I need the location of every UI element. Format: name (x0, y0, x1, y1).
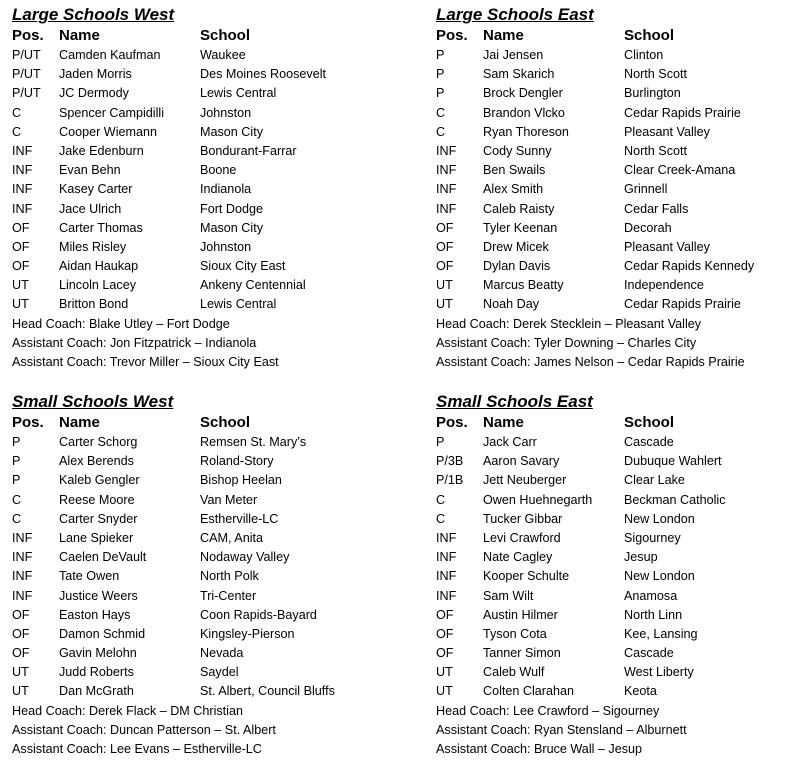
player-position: INF (436, 550, 457, 565)
player-position: OF (436, 626, 454, 641)
player-school: Jesup (624, 550, 658, 565)
player-name: Carter Schorg (59, 435, 138, 449)
player-school: Van Meter (200, 492, 258, 507)
table-row (436, 276, 800, 295)
player-name: Sam Wilt (483, 588, 534, 603)
table-row (12, 452, 392, 471)
player-name: Easton Hays (59, 607, 131, 622)
player-name: Jack Carr (483, 435, 537, 449)
player-position: P (436, 67, 445, 82)
player-position: OF (436, 607, 454, 622)
table-row (436, 180, 800, 199)
table-row (436, 491, 800, 510)
column-headers (436, 413, 800, 433)
player-position: P (436, 48, 445, 62)
coach-line: Assistant Coach: James Nelson – Cedar Rapids Prairie (436, 355, 745, 369)
table-row (12, 46, 392, 65)
player-school: Des Moines Roosevelt (200, 67, 326, 82)
player-school: Mason City (200, 220, 263, 235)
player-name: Kaleb Gengler (59, 473, 140, 488)
coach-line: Head Coach: Derek Stecklein – Pleasant Valley (436, 316, 702, 331)
table-row (12, 180, 392, 199)
header-pos: Pos. (436, 414, 468, 431)
player-name: Damon Schmid (59, 626, 146, 641)
player-position: INF (436, 588, 457, 603)
player-position: C (12, 124, 22, 139)
coach-line: Assistant Coach: Duncan Patterson – St. Albert (12, 722, 276, 737)
player-school: Roland-Story (200, 454, 274, 469)
player-school: Cedar Rapids Kennedy (624, 259, 755, 274)
player-name: Tate Owen (59, 569, 120, 584)
coach-line: Assistant Coach: Tyler Downing – Charles City (436, 335, 697, 350)
table-row (12, 257, 392, 276)
table-row (436, 682, 800, 701)
player-name: Jaden Morris (59, 67, 132, 82)
table-row (436, 510, 800, 529)
player-school: North Linn (624, 607, 683, 622)
player-school: Saydel (200, 665, 239, 680)
section-small-schools-east (436, 391, 800, 759)
player-position: C (12, 105, 22, 120)
section-small-schools-west (12, 391, 392, 759)
player-position: INF (12, 182, 33, 197)
player-school: Mason City (200, 124, 263, 139)
coach-line: Assistant Coach: Bruce Wall – Jesup (436, 742, 643, 756)
table-row (436, 567, 800, 586)
table-row (12, 276, 392, 295)
section-large-schools-east (436, 4, 800, 372)
column-headers (12, 26, 392, 46)
table-row (436, 65, 800, 84)
player-school: Independence (624, 278, 704, 293)
column-headers (12, 413, 392, 433)
player-school: Cedar Rapids Prairie (624, 105, 741, 120)
player-name: Britton Bond (59, 297, 129, 312)
player-position: C (436, 105, 446, 120)
player-name: Brandon Vlcko (483, 105, 565, 120)
player-position: OF (436, 239, 454, 254)
player-position: P (12, 454, 21, 469)
player-position: OF (12, 220, 30, 235)
player-school: Sigourney (624, 530, 681, 545)
table-row (12, 84, 392, 103)
player-position: UT (436, 665, 453, 680)
player-position: INF (12, 588, 33, 603)
player-position: INF (436, 182, 457, 197)
player-school: Cascade (624, 435, 674, 449)
player-position: INF (436, 569, 457, 584)
player-name: Levi Crawford (483, 530, 561, 545)
player-name: Nate Cagley (483, 550, 553, 565)
table-row (436, 548, 800, 567)
player-school: Sioux City East (200, 259, 286, 274)
player-position: INF (436, 530, 457, 545)
table-row (12, 65, 392, 84)
table-row (436, 200, 800, 219)
player-position: UT (12, 684, 29, 699)
player-name: Austin Hilmer (483, 607, 558, 622)
player-name: Gavin Melohn (59, 646, 137, 661)
player-name: Evan Behn (59, 163, 121, 178)
player-name: Caleb Wulf (483, 665, 545, 680)
player-name: Caelen DeVault (59, 550, 147, 565)
table-row (436, 104, 800, 123)
player-school: Keota (624, 684, 657, 699)
player-school: Remsen St. Mary’s (200, 435, 307, 449)
player-school: St. Albert, Council Bluffs (200, 684, 335, 699)
section-title: Small Schools East (436, 392, 593, 411)
player-name: Lane Spieker (59, 530, 134, 545)
player-school: Lewis Central (200, 297, 277, 312)
table-row (436, 46, 800, 65)
player-school: North Scott (624, 67, 687, 82)
table-row (436, 295, 800, 314)
player-name: Spencer Campidilli (59, 105, 164, 120)
player-position: UT (12, 278, 29, 293)
player-position: P/UT (12, 48, 41, 62)
player-position: P/UT (12, 67, 41, 82)
player-position: UT (12, 297, 29, 312)
coach-line: Assistant Coach: Jon Fitzpatrick – Indianola (12, 335, 257, 350)
table-row (436, 452, 800, 471)
player-school: Pleasant Valley (624, 239, 710, 254)
header-pos: Pos. (12, 27, 44, 44)
player-school: Clear Creek-Amana (624, 163, 736, 178)
header-school: School (200, 27, 251, 44)
player-position: UT (12, 665, 29, 680)
table-row (12, 161, 392, 180)
header-school: School (200, 414, 251, 431)
table-row (12, 644, 392, 663)
table-row (12, 548, 392, 567)
player-name: Cody Sunny (483, 143, 552, 158)
table-row (12, 567, 392, 586)
coach-line: Assistant Coach: Lee Evans – Estherville-LC (12, 742, 262, 756)
table-row (436, 471, 800, 490)
player-school: Bondurant-Farrar (200, 143, 297, 158)
player-school: Pleasant Valley (624, 124, 710, 139)
player-position: C (12, 511, 22, 526)
player-position: C (12, 492, 22, 507)
player-name: Brock Dengler (483, 86, 563, 101)
player-position: C (436, 124, 446, 139)
player-school: Waukee (200, 48, 246, 62)
section-large-schools-west (12, 4, 392, 372)
player-name: Caleb Raisty (483, 201, 555, 216)
player-name: Dan McGrath (59, 684, 134, 699)
player-name: Camden Kaufman (59, 48, 161, 62)
player-position: P/3B (436, 454, 464, 469)
player-school: Nodaway Valley (200, 550, 290, 565)
player-position: OF (436, 646, 454, 661)
player-school: Lewis Central (200, 86, 277, 101)
player-position: OF (12, 646, 30, 661)
player-school: Tri-Center (200, 588, 257, 603)
table-row (12, 200, 392, 219)
column-headers (436, 26, 800, 46)
table-row (12, 663, 392, 682)
player-position: P/UT (12, 86, 41, 101)
player-position: C (436, 511, 446, 526)
player-position: UT (436, 278, 453, 293)
player-position: OF (12, 607, 30, 622)
player-name: Jake Edenburn (59, 143, 144, 158)
player-position: INF (436, 163, 457, 178)
player-position: OF (12, 259, 30, 274)
player-school: New London (624, 511, 695, 526)
player-school: Cascade (624, 646, 674, 661)
player-school: Kingsley-Pierson (200, 626, 295, 641)
header-pos: Pos. (12, 414, 44, 431)
player-position: P (12, 473, 21, 488)
coach-line: Assistant Coach: Ryan Stensland – Alburnett (436, 722, 687, 737)
player-school: CAM, Anita (200, 530, 263, 545)
player-name: Tyson Cota (483, 626, 547, 641)
header-name: Name (483, 414, 524, 431)
table-row (436, 238, 800, 257)
player-name: Kooper Schulte (483, 569, 570, 584)
table-row (12, 606, 392, 625)
player-school: Anamosa (624, 588, 678, 603)
player-position: OF (12, 626, 30, 641)
player-position: INF (12, 201, 33, 216)
player-position: P (436, 435, 445, 449)
section-title: Small Schools West (12, 392, 174, 411)
player-school: Cedar Rapids Prairie (624, 297, 741, 312)
player-name: Carter Thomas (59, 220, 143, 235)
table-row (12, 433, 392, 452)
table-row (436, 161, 800, 180)
player-school: Indianola (200, 182, 252, 197)
player-school: Kee, Lansing (624, 626, 698, 641)
section-title: Large Schools East (436, 5, 594, 24)
table-row (436, 257, 800, 276)
player-name: Ryan Thoreson (483, 124, 569, 139)
table-row (12, 491, 392, 510)
player-school: Grinnell (624, 182, 668, 197)
player-name: Tucker Gibbar (483, 511, 563, 526)
player-school: Estherville-LC (200, 511, 279, 526)
player-school: Bishop Heelan (200, 473, 282, 488)
table-row (12, 142, 392, 161)
table-row (12, 123, 392, 142)
player-name: Cooper Wiemann (59, 124, 157, 139)
player-name: Tyler Keenan (483, 220, 558, 235)
player-school: Decorah (624, 220, 672, 235)
player-name: Noah Day (483, 297, 540, 312)
table-row (436, 587, 800, 606)
player-name: Jai Jensen (483, 48, 544, 62)
player-name: Aaron Savary (483, 454, 560, 469)
table-row (436, 606, 800, 625)
header-name: Name (483, 27, 524, 44)
player-name: Alex Smith (483, 182, 544, 197)
player-name: Justice Weers (59, 588, 138, 603)
table-row (436, 663, 800, 682)
player-name: Miles Risley (59, 239, 127, 254)
table-row (12, 471, 392, 490)
table-row (12, 682, 392, 701)
player-school: West Liberty (624, 665, 694, 680)
coach-line: Head Coach: Lee Crawford – Sigourney (436, 703, 660, 718)
player-name: Alex Berends (59, 454, 134, 469)
player-school: Beckman Catholic (624, 492, 726, 507)
coach-line: Head Coach: Derek Flack – DM Christian (12, 703, 243, 718)
player-school: Clear Lake (624, 473, 685, 488)
table-row (436, 219, 800, 238)
table-row (12, 219, 392, 238)
table-row (12, 510, 392, 529)
player-name: Colten Clarahan (483, 684, 575, 699)
player-school: Coon Rapids-Bayard (200, 607, 317, 622)
player-position: INF (12, 143, 33, 158)
player-position: INF (12, 550, 33, 565)
player-position: OF (436, 220, 454, 235)
player-position: INF (12, 569, 33, 584)
table-row (436, 84, 800, 103)
player-name: Jace Ulrich (59, 201, 122, 216)
table-row (12, 238, 392, 257)
player-position: C (436, 492, 446, 507)
player-position: P (12, 435, 21, 449)
player-school: Dubuque Wahlert (624, 454, 722, 469)
player-school: Boone (200, 163, 237, 178)
table-row (12, 529, 392, 548)
table-row (12, 295, 392, 314)
player-name: Drew Micek (483, 239, 549, 254)
table-row (436, 529, 800, 548)
player-school: Cedar Falls (624, 201, 689, 216)
player-name: Jett Neuberger (483, 473, 567, 488)
player-school: Johnston (200, 239, 252, 254)
player-name: Kasey Carter (59, 182, 133, 197)
player-position: P/1B (436, 473, 464, 488)
player-school: Fort Dodge (200, 201, 263, 216)
coach-line: Head Coach: Blake Utley – Fort Dodge (12, 316, 230, 331)
player-name: Owen Huehnegarth (483, 492, 593, 507)
player-name: Tanner Simon (483, 646, 561, 661)
player-position: INF (436, 201, 457, 216)
player-name: Marcus Beatty (483, 278, 564, 293)
player-name: Lincoln Lacey (59, 278, 137, 293)
player-position: UT (436, 297, 453, 312)
table-row (436, 644, 800, 663)
coach-line: Assistant Coach: Trevor Miller – Sioux City East (12, 355, 279, 369)
player-position: OF (12, 239, 30, 254)
player-school: Johnston (200, 105, 252, 120)
player-school: North Polk (200, 569, 259, 584)
table-row (436, 142, 800, 161)
table-row (12, 104, 392, 123)
player-position: UT (436, 684, 453, 699)
table-row (436, 625, 800, 644)
player-name: Reese Moore (59, 492, 135, 507)
player-school: North Scott (624, 143, 687, 158)
header-name: Name (59, 414, 100, 431)
player-name: Carter Snyder (59, 511, 138, 526)
header-name: Name (59, 27, 100, 44)
player-school: Burlington (624, 86, 681, 101)
player-name: Dylan Davis (483, 259, 551, 274)
player-school: Ankeny Centennial (200, 278, 306, 293)
player-name: Ben Swails (483, 163, 546, 178)
table-row (12, 625, 392, 644)
player-position: INF (12, 530, 33, 545)
table-row (436, 433, 800, 452)
header-school: School (624, 27, 675, 44)
section-title: Large Schools West (12, 5, 175, 24)
player-name: Judd Roberts (59, 665, 134, 680)
header-pos: Pos. (436, 27, 468, 44)
player-name: JC Dermody (59, 86, 129, 101)
player-name: Sam Skarich (483, 67, 555, 82)
player-position: INF (436, 143, 457, 158)
player-name: Aidan Haukap (59, 259, 139, 274)
player-school: Nevada (200, 646, 244, 661)
table-row (12, 587, 392, 606)
table-row (436, 123, 800, 142)
player-school: Clinton (624, 48, 664, 62)
player-position: P (436, 86, 445, 101)
header-school: School (624, 414, 675, 431)
player-position: OF (436, 259, 454, 274)
player-position: INF (12, 163, 33, 178)
player-school: New London (624, 569, 695, 584)
